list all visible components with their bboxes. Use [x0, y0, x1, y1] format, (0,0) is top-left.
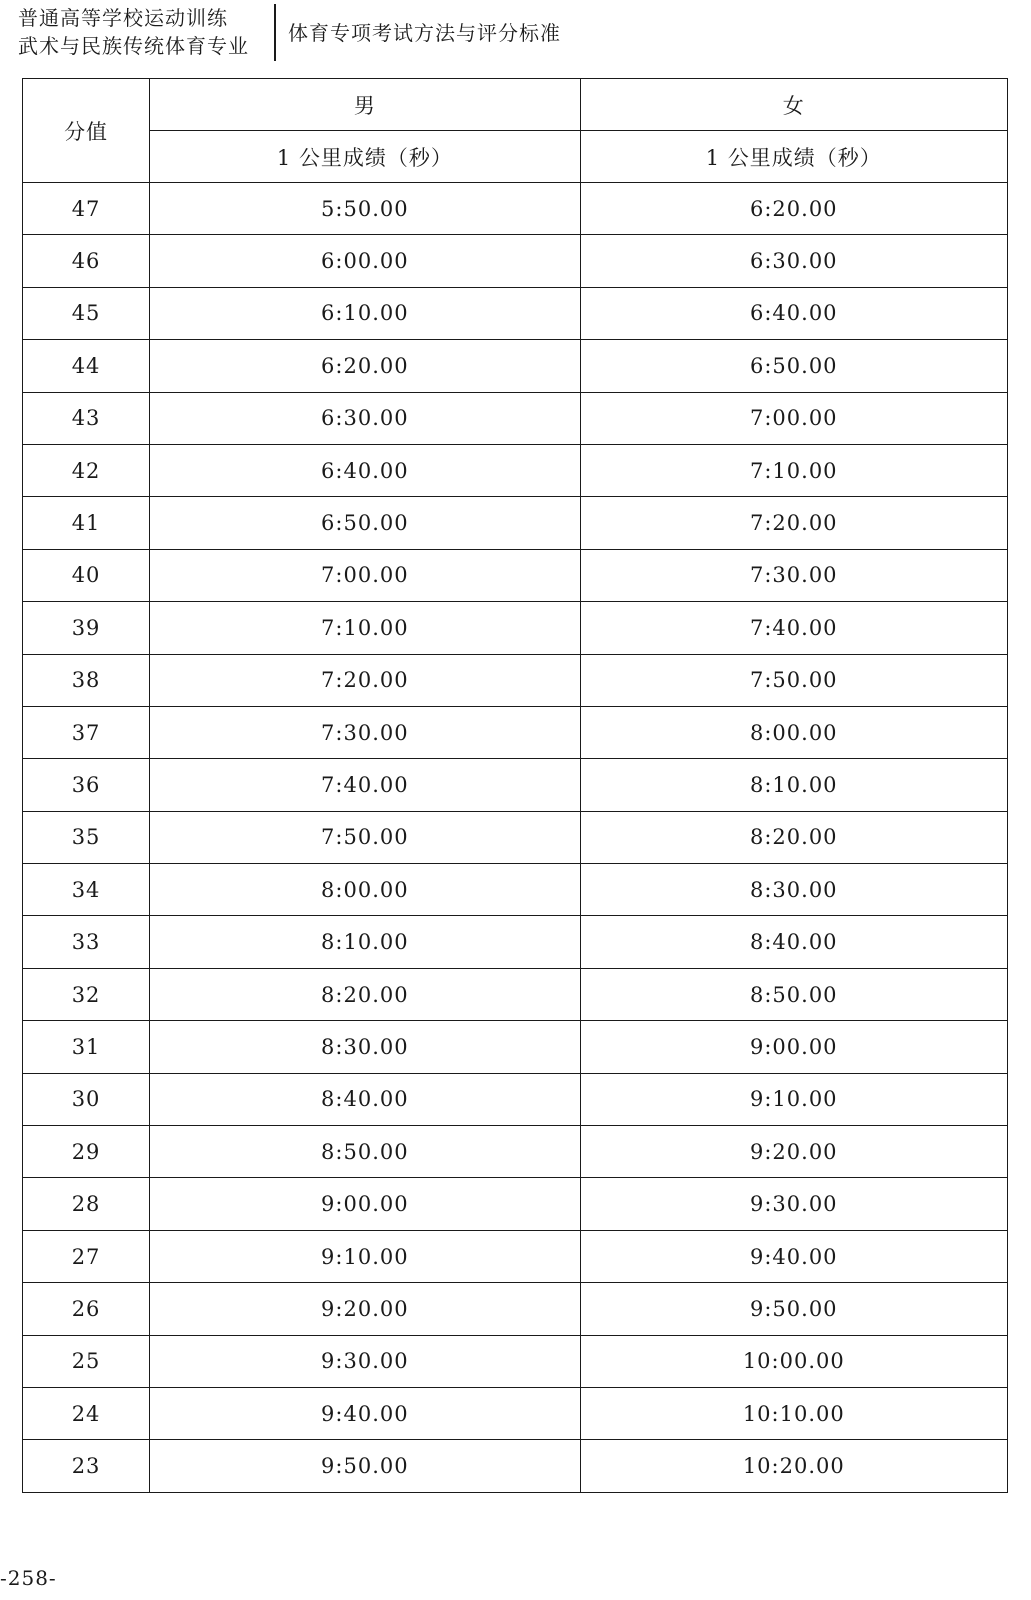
score-cell: 47	[23, 183, 150, 235]
score-cell: 42	[23, 444, 150, 496]
table-row	[23, 1283, 1008, 1335]
page-number: -258-	[0, 1566, 57, 1590]
score-cell: 35	[23, 811, 150, 863]
male-time-cell: 9:00.00	[150, 1178, 580, 1230]
female-time-cell: 8:00.00	[580, 706, 1007, 758]
table-row	[23, 706, 1008, 758]
female-time-cell: 10:10.00	[580, 1387, 1007, 1439]
female-time-cell: 7:40.00	[580, 602, 1007, 654]
header-divider	[274, 4, 276, 61]
score-cell: 24	[23, 1387, 150, 1439]
score-cell: 44	[23, 340, 150, 392]
header-right-title: 体育专项考试方法与评分标准	[288, 21, 561, 45]
male-time-cell: 7:10.00	[150, 602, 580, 654]
female-time-cell: 8:10.00	[580, 759, 1007, 811]
female-metric-header: 1 公里成绩（秒）	[580, 131, 1007, 183]
table-row	[23, 1073, 1008, 1125]
score-cell: 33	[23, 916, 150, 968]
male-time-cell: 9:10.00	[150, 1230, 580, 1282]
header-left-line2: 武术与民族传统体育专业	[18, 34, 249, 58]
male-time-cell: 8:30.00	[150, 1021, 580, 1073]
table-row	[23, 1387, 1008, 1439]
table-row	[23, 864, 1008, 916]
score-cell: 36	[23, 759, 150, 811]
table-row	[23, 235, 1008, 287]
female-time-cell: 9:20.00	[580, 1126, 1007, 1178]
header-row-gender	[23, 79, 1008, 131]
header-left-block	[18, 4, 272, 60]
score-cell: 28	[23, 1178, 150, 1230]
female-time-cell: 7:20.00	[580, 497, 1007, 549]
score-cell: 25	[23, 1335, 150, 1387]
table-row	[23, 549, 1008, 601]
score-cell: 45	[23, 287, 150, 339]
female-time-cell: 7:30.00	[580, 549, 1007, 601]
male-time-cell: 9:30.00	[150, 1335, 580, 1387]
table-row	[23, 1230, 1008, 1282]
female-time-cell: 8:40.00	[580, 916, 1007, 968]
table-row	[23, 759, 1008, 811]
male-time-cell: 6:50.00	[150, 497, 580, 549]
male-time-cell: 6:10.00	[150, 287, 580, 339]
female-time-cell: 8:30.00	[580, 864, 1007, 916]
male-time-cell: 9:40.00	[150, 1387, 580, 1439]
female-time-cell: 9:10.00	[580, 1073, 1007, 1125]
female-time-cell: 7:00.00	[580, 392, 1007, 444]
male-time-cell: 8:00.00	[150, 864, 580, 916]
score-cell: 37	[23, 706, 150, 758]
male-metric-header: 1 公里成绩（秒）	[150, 131, 580, 183]
female-time-cell: 9:50.00	[580, 1283, 1007, 1335]
male-column-header: 男	[150, 79, 580, 131]
table-row	[23, 602, 1008, 654]
table-row	[23, 497, 1008, 549]
female-time-cell: 10:00.00	[580, 1335, 1007, 1387]
male-time-cell: 8:20.00	[150, 968, 580, 1020]
table-row	[23, 1335, 1008, 1387]
male-time-cell: 5:50.00	[150, 183, 580, 235]
table-row	[23, 287, 1008, 339]
score-cell: 30	[23, 1073, 150, 1125]
male-time-cell: 7:50.00	[150, 811, 580, 863]
table-row	[23, 392, 1008, 444]
male-time-cell: 7:00.00	[150, 549, 580, 601]
score-cell: 34	[23, 864, 150, 916]
score-cell: 46	[23, 235, 150, 287]
table-row	[23, 1126, 1008, 1178]
table-row	[23, 183, 1008, 235]
score-cell: 38	[23, 654, 150, 706]
female-time-cell: 6:30.00	[580, 235, 1007, 287]
male-time-cell: 8:50.00	[150, 1126, 580, 1178]
female-time-cell: 6:50.00	[580, 340, 1007, 392]
score-cell: 41	[23, 497, 150, 549]
male-time-cell: 7:30.00	[150, 706, 580, 758]
table-row	[23, 811, 1008, 863]
score-cell: 39	[23, 602, 150, 654]
header-row-metric	[23, 131, 1008, 183]
page-header	[18, 4, 1008, 62]
table-row	[23, 444, 1008, 496]
male-time-cell: 6:20.00	[150, 340, 580, 392]
score-column-header: 分值	[23, 79, 150, 183]
female-time-cell: 9:40.00	[580, 1230, 1007, 1282]
female-time-cell: 8:20.00	[580, 811, 1007, 863]
score-cell: 31	[23, 1021, 150, 1073]
table-row	[23, 1178, 1008, 1230]
table-row	[23, 340, 1008, 392]
score-cell: 26	[23, 1283, 150, 1335]
female-time-cell: 6:20.00	[580, 183, 1007, 235]
male-time-cell: 9:50.00	[150, 1440, 580, 1492]
female-column-header: 女	[580, 79, 1007, 131]
male-time-cell: 9:20.00	[150, 1283, 580, 1335]
table-row	[23, 1021, 1008, 1073]
score-cell: 32	[23, 968, 150, 1020]
female-time-cell: 9:00.00	[580, 1021, 1007, 1073]
table-row	[23, 1440, 1008, 1492]
score-table	[22, 78, 1008, 1493]
male-time-cell: 6:30.00	[150, 392, 580, 444]
score-cell: 43	[23, 392, 150, 444]
score-cell: 29	[23, 1126, 150, 1178]
male-time-cell: 7:20.00	[150, 654, 580, 706]
female-time-cell: 10:20.00	[580, 1440, 1007, 1492]
female-time-cell: 6:40.00	[580, 287, 1007, 339]
male-time-cell: 8:10.00	[150, 916, 580, 968]
female-time-cell: 9:30.00	[580, 1178, 1007, 1230]
female-time-cell: 7:50.00	[580, 654, 1007, 706]
male-time-cell: 7:40.00	[150, 759, 580, 811]
female-time-cell: 7:10.00	[580, 444, 1007, 496]
header-left-line1: 普通高等学校运动训练	[18, 6, 228, 30]
female-time-cell: 8:50.00	[580, 968, 1007, 1020]
score-table-head	[23, 79, 1008, 183]
male-time-cell: 6:40.00	[150, 444, 580, 496]
table-row	[23, 654, 1008, 706]
male-time-cell: 8:40.00	[150, 1073, 580, 1125]
table-row	[23, 968, 1008, 1020]
score-table-body	[23, 183, 1008, 1493]
score-cell: 40	[23, 549, 150, 601]
male-time-cell: 6:00.00	[150, 235, 580, 287]
score-cell: 23	[23, 1440, 150, 1492]
table-row	[23, 916, 1008, 968]
score-cell: 27	[23, 1230, 150, 1282]
